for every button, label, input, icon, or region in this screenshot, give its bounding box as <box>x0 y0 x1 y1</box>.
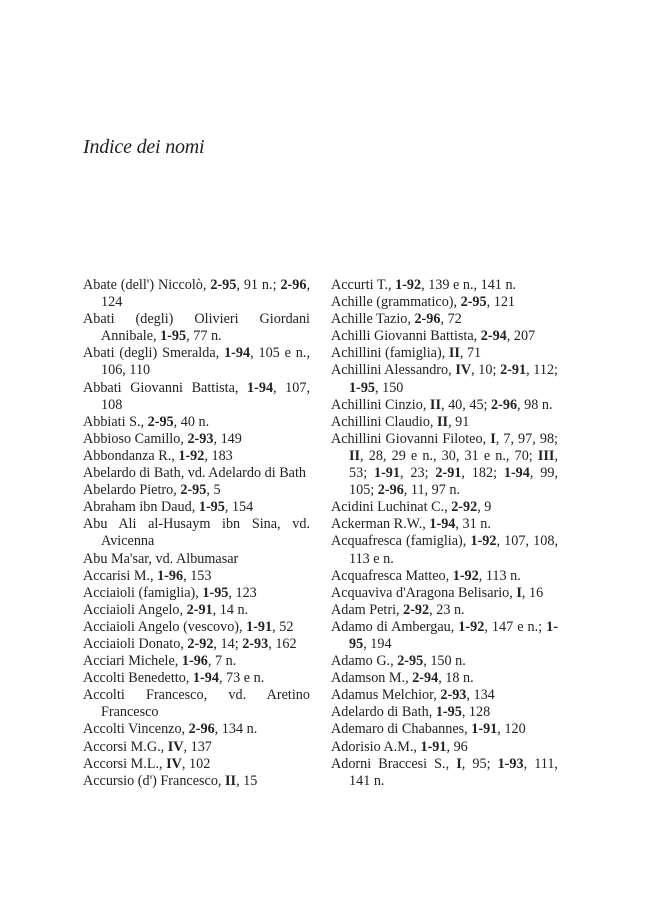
volume-ref: 1-92 <box>458 618 485 635</box>
volume-ref: II <box>429 396 441 413</box>
index-entry: Accolti Benedetto, 1-94, 73 e n. <box>83 670 265 687</box>
volume-ref: 1-96 <box>181 653 208 670</box>
volume-ref: 2-93 <box>440 687 467 704</box>
volume-ref: 2-91 <box>500 362 527 379</box>
volume-ref: 1-91 <box>420 738 447 755</box>
index-entry: Acquafresca (famiglia), 1-92, 107, 108, 113 e n. <box>331 533 558 567</box>
volume-ref: 2-92 <box>403 601 430 618</box>
volume-ref: 2-95 <box>210 277 237 293</box>
index-entry: Achille Tazio, 2-96, 72 <box>331 311 462 328</box>
index-entry: Adelardo di Bath, 1-95, 128 <box>331 704 491 721</box>
volume-ref: 1-92 <box>452 567 479 584</box>
index-entry: Achille (grammatico), 2-95, 121 <box>331 294 515 311</box>
index-entry: Adamus Melchior, 2-93, 134 <box>331 687 495 704</box>
volume-ref: II <box>437 413 449 430</box>
index-entry: Abati (degli) Olivieri Giordani Annibale, 1-95, 77 n. <box>83 311 310 345</box>
volume-ref: 1-93 <box>497 755 524 772</box>
index-entry: Adam Petri, 2-92, 23 n. <box>331 601 465 618</box>
volume-ref: 1-94 <box>192 670 219 687</box>
index-entry: Abu Ali al-Husaym ibn Sina, vd. Avicenna <box>83 516 310 550</box>
index-entry: Achilli Giovanni Battista, 2-94, 207 <box>331 328 536 345</box>
volume-ref: 2-96 <box>377 482 404 499</box>
volume-ref: 1-91 <box>471 721 498 738</box>
index-entry: Acciari Michele, 1-96, 7 n. <box>83 653 237 670</box>
volume-ref: 2-96 <box>280 277 307 293</box>
volume-ref: III <box>537 447 555 464</box>
volume-ref: 2-94 <box>480 328 507 345</box>
volume-ref: 1-94 <box>429 516 456 533</box>
volume-ref: 2-96 <box>414 311 441 328</box>
volume-ref: II <box>225 772 237 789</box>
volume-ref: 2-91 <box>186 601 213 618</box>
index-entry: Achillini Giovanni Filoteo, I, 7, 97, 98; II, 28, 29 e n., 30, 31 e n., 70; III, 53; 1-91, 23; 2-91, 182; 1-94, 99, 105; 2-96, 11, 97 n. <box>331 430 558 499</box>
volume-ref: 2-92 <box>451 499 478 516</box>
volume-ref: 2-96 <box>188 721 215 738</box>
index-entry: Achillini Claudio, II, 91 <box>331 413 470 430</box>
volume-ref: 2-95 <box>147 413 174 430</box>
index-entry: Abati (degli) Smeralda, 1-94, 105 e n., 106, 110 <box>83 345 310 379</box>
index-entry: Acquafresca Matteo, 1-92, 113 n. <box>331 567 521 584</box>
volume-ref: 1-96 <box>157 567 184 584</box>
index-column-left <box>83 277 310 790</box>
index-entry: Acciaioli Angelo, 2-91, 14 n. <box>83 601 249 618</box>
volume-ref: 1-94 <box>224 345 251 362</box>
index-entry: Accorsi M.G., IV, 137 <box>83 738 212 755</box>
index-entry: Accursio (d') Francesco, II, 15 <box>83 772 258 789</box>
index-entry: Abu Ma'sar, vd. Albumasar <box>83 550 239 567</box>
volume-ref: 1-95 <box>160 328 187 345</box>
volume-ref: I <box>490 430 496 447</box>
volume-ref: 2-93 <box>242 635 269 652</box>
volume-ref: 2-95 <box>397 653 424 670</box>
index-entry: Accolti Francesco, vd. Aretino Francesco <box>83 687 310 721</box>
index-entry: Adamo G., 2-95, 150 n. <box>331 653 466 670</box>
index-entry: Abbati Giovanni Battista, 1-94, 107, 108 <box>83 379 310 413</box>
volume-ref: 2-95 <box>460 294 487 311</box>
volume-ref: II <box>349 447 361 464</box>
volume-ref: 1-91 <box>246 618 273 635</box>
index-entry: Ademaro di Chabannes, 1-91, 120 <box>331 721 526 738</box>
volume-ref: IV <box>166 755 182 772</box>
volume-ref: II <box>448 345 460 362</box>
index-entry: Acciaioli (famiglia), 1-95, 123 <box>83 584 257 601</box>
volume-ref: I <box>456 755 462 772</box>
index-entry: Ackerman R.W., 1-94, 31 n. <box>331 516 491 533</box>
index-entry: Acidini Luchinat C., 2-92, 9 <box>331 499 492 516</box>
volume-ref: 2-96 <box>491 396 518 413</box>
index-entry: Abelardo di Bath, vd. Adelardo di Bath <box>83 465 307 482</box>
index-entry: Adorni Braccesi S., I, 95; 1-93, 111, 141 n. <box>331 755 558 789</box>
index-entry: Accorsi M.L., IV, 102 <box>83 755 211 772</box>
volume-ref: IV <box>455 362 472 379</box>
volume-ref: 1-91 <box>373 465 400 482</box>
volume-ref: 1-95 <box>349 618 558 652</box>
page-title: Indice dei nomi <box>83 136 205 158</box>
index-entry: Adamo di Ambergau, 1-92, 147 e n.; 1-95, 194 <box>331 618 558 652</box>
index-entry: Adamson M., 2-94, 18 n. <box>331 670 474 687</box>
index-entry: Accurti T., 1-92, 139 e n., 141 n. <box>331 277 517 293</box>
volume-ref: 2-93 <box>187 430 214 447</box>
volume-ref: 2-91 <box>435 465 462 482</box>
index-entry: Abbondanza R., 1-92, 183 <box>83 447 233 464</box>
index-entry: Acquaviva d'Aragona Belisario, I, 16 <box>331 584 544 601</box>
index-entry: Acciaioli Angelo (vescovo), 1-91, 52 <box>83 618 294 635</box>
volume-ref: 1-92 <box>470 533 497 550</box>
volume-ref: 1-95 <box>435 704 462 721</box>
volume-ref: 1-92 <box>178 447 205 464</box>
index-entry: Adorisio A.M., 1-91, 96 <box>331 738 468 755</box>
volume-ref: 1-95 <box>202 584 229 601</box>
volume-ref: IV <box>167 738 184 755</box>
index-entry: Acciaioli Donato, 2-92, 14; 2-93, 162 <box>83 635 297 652</box>
index-entry: Abbioso Camillo, 2-93, 149 <box>83 430 242 447</box>
index-entry: Accarisi M., 1-96, 153 <box>83 567 212 584</box>
volume-ref: I <box>516 584 522 601</box>
volume-ref: 1-94 <box>247 379 274 396</box>
index-entry: Abraham ibn Daud, 1-95, 154 <box>83 499 254 516</box>
volume-ref: 2-92 <box>187 635 214 652</box>
volume-ref: 1-92 <box>395 277 422 293</box>
index-entry: Accolti Vincenzo, 2-96, 134 n. <box>83 721 258 738</box>
index-entry: Achillini Alessandro, IV, 10; 2-91, 112; 1-95, 150 <box>331 362 558 396</box>
index-column-right <box>331 277 558 790</box>
volume-ref: 1-94 <box>503 465 530 482</box>
volume-ref: 1-95 <box>349 379 376 396</box>
volume-ref: 2-95 <box>180 482 207 499</box>
index-entry: Abbiati S., 2-95, 40 n. <box>83 413 210 430</box>
volume-ref: 1-95 <box>198 499 225 516</box>
index-entry: Achillini Cinzio, II, 40, 45; 2-96, 98 n. <box>331 396 553 413</box>
index-entry: Abelardo Pietro, 2-95, 5 <box>83 482 221 499</box>
index-entry: Abate (dell') Niccolò, 2-95, 91 n.; 2-96, 124 <box>83 277 310 311</box>
volume-ref: 2-94 <box>412 670 439 687</box>
index-entry: Achillini (famiglia), II, 71 <box>331 345 482 362</box>
